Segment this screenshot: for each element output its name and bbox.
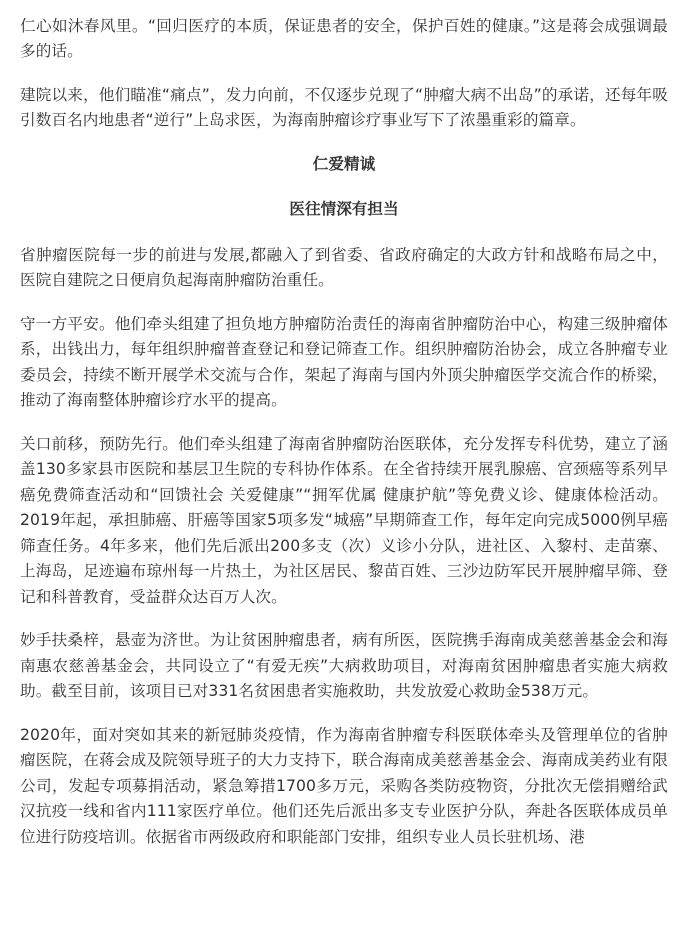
paragraph-achievements: 建院以来，他们瞄准“痛点”，发力向前，不仅逐步兑现了“肿瘤大病不出岛”的承诺，还每年吸引数百名内地患者“逆行”上岛求医，为海南肿瘤诊疗事业写下了浓墨重彩的篇章。	[20, 85, 668, 129]
paragraph-mission: 省肿瘤医院每一步的前进与发展,都融入了到省委、省政府确定的大政方针和战略布局之中，医院自建院之日便肩负起海南肿瘤防治重任。	[20, 245, 668, 289]
section-subheading: 医往情深有担当	[289, 200, 399, 218]
article-body	[20, 0, 668, 868]
section-heading: 仁爱精诚	[312, 154, 376, 173]
paragraph-charity: 妙手扶桑梓，悬壶为济世。为让贫困肿瘤患者，病有所医，医院携手海南成美慈善基金会和海南惠农慈善基金会，共同设立了“有爱无疾”大病救助项目，对海南贫困肿瘤患者实施大病救助。截至目前，该项目已对331名贫困患者实施救助，共发放爱心救助金538万元。	[20, 631, 668, 700]
paragraph-screening: 关口前移，预防先行。他们牵头组建了海南省肿瘤防治医联体，充分发挥专科优势，建立了涵盖130多家县市医院和基层卫生院的专科协作体系。在全省持续开展乳腺癌、宫颈癌等系列早癌免费筛查活动和“回馈社会 关爱健康”“拥军优属 健康护航”等免费义诊、健康体检活动。2019年起，承担肺癌、肝癌等国家5项多发“城癌”早期筛查工作，每年定向完成5000例早癌筛查任务。4年多来，他们先后派出200多支（次）义诊小分队，进社区、入黎村、走苗寨、上海岛，足迹遍布琼州每一片热土，为社区居民、黎苗百姓、三沙边防军民开展肿瘤早筛、登记和科普教育，受益群众达百万人次。	[20, 434, 668, 606]
paragraph-prevention-center: 守一方平安。他们牵头组建了担负地方肿瘤防治责任的海南省肿瘤防治中心，构建三级肿瘤体系，出钱出力，每年组织肿瘤普查登记和登记筛查工作。组织肿瘤防治协会，成立各肿瘤专业委员会，持续不断开展学术交流与合作，架起了海南与国内外顶尖肿瘤医学交流合作的桥梁，推动了海南整体肿瘤诊疗水平的提高。	[20, 314, 668, 409]
paragraph-intro: 仁心如沐春风里。“回归医疗的本质，保证患者的安全，保护百姓的健康。”这是蒋会成强调最多的话。	[20, 16, 668, 60]
top-fragment	[20, 0, 668, 6]
paragraph-covid: 2020年，面对突如其来的新冠肺炎疫情，作为海南省肿瘤专科医联体牵头及管理单位的省肿瘤医院，在蒋会成及院领导班子的大力支持下，联合海南成美慈善基金会、海南成美药业有限公司，发起专项募捐活动，紧急筹措1700多万元，采购各类防疫物资，分批次无偿捐赠给武汉抗疫一线和省内111家医疗单位。他们还先后派出多支专业医护分队，奔赴各医联体成员单位进行防疫培训。依据省市两级政府和职能部门安排，组织专业人员长驻机场、港	[20, 725, 668, 846]
